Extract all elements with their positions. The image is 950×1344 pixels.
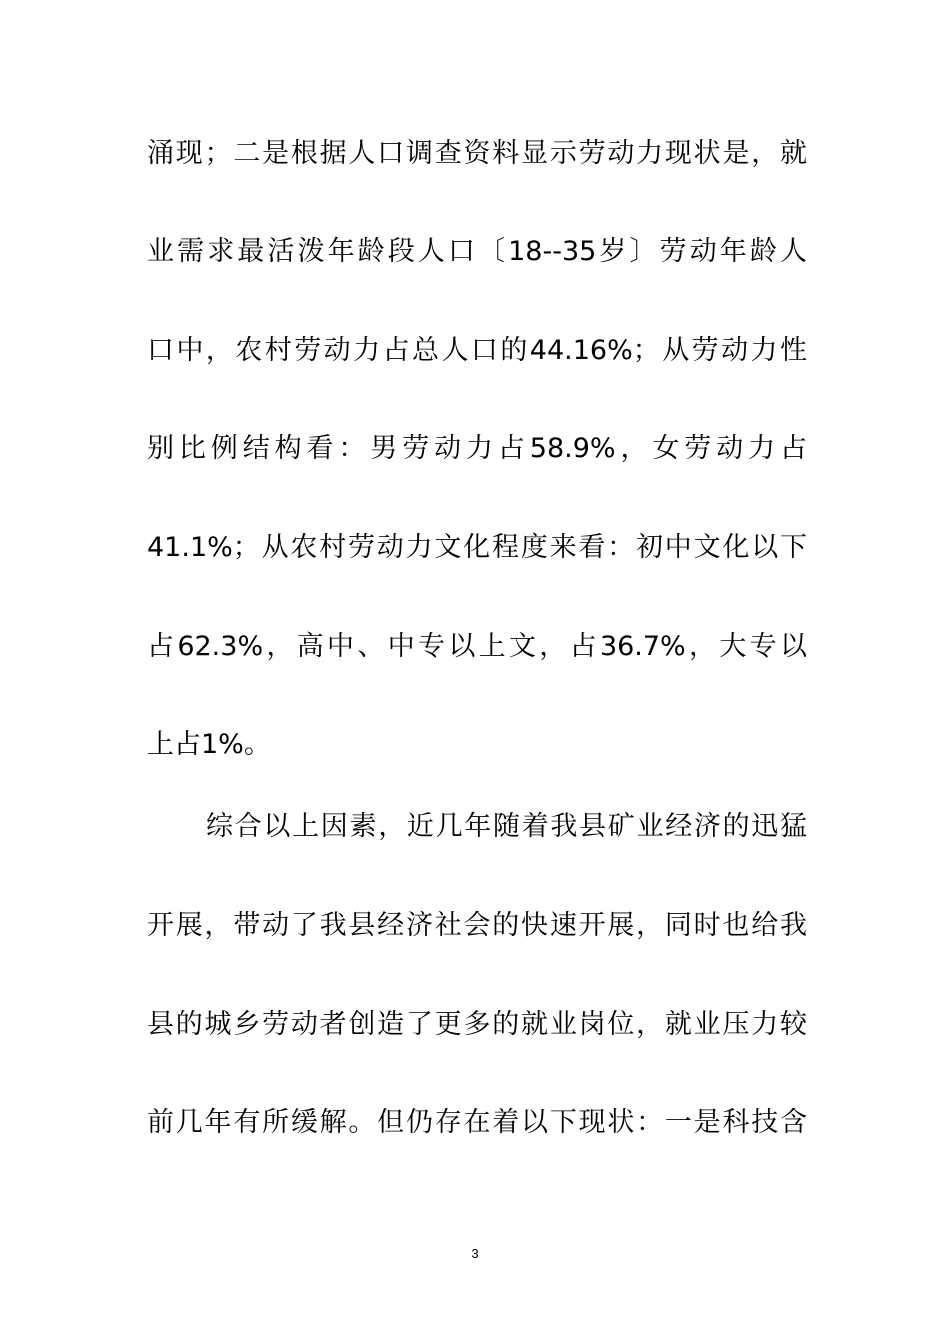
paragraph-line-2: 业需求最活泼年龄段人口〔18--35岁〕劳动年龄人 <box>147 236 807 267</box>
page-number: 3 <box>471 1246 479 1261</box>
paragraph-line-1: 涌现；二是根据人口调查资料显示劳动力现状是，就 <box>147 138 807 169</box>
paragraph-line-4: 别比例结构看：男劳动力占58.9%，女劳动力占 <box>147 433 807 464</box>
paragraph-line-7: 上占1%。 <box>147 729 271 760</box>
paragraph-line-9: 开展，带动了我县经济社会的快速开展，同时也给我 <box>147 910 807 941</box>
paragraph-line-10: 县的城乡劳动者创造了更多的就业岗位，就业压力较 <box>147 1009 807 1040</box>
paragraph-line-11: 前几年有所缓解。但仍存在着以下现状：一是科技含 <box>147 1107 807 1138</box>
paragraph-line-3: 口中，农村劳动力占总人口的44.16%；从劳动力性 <box>147 335 807 366</box>
paragraph-line-6: 占62.3%，高中、中专以上文，占36.7%，大专以 <box>147 631 807 662</box>
paragraph-line-8: 综合以上因素，近几年随着我县矿业经济的迅猛 <box>206 811 807 842</box>
paragraph-line-5: 41.1%；从农村劳动力文化程度来看：初中文化以下 <box>147 532 807 563</box>
